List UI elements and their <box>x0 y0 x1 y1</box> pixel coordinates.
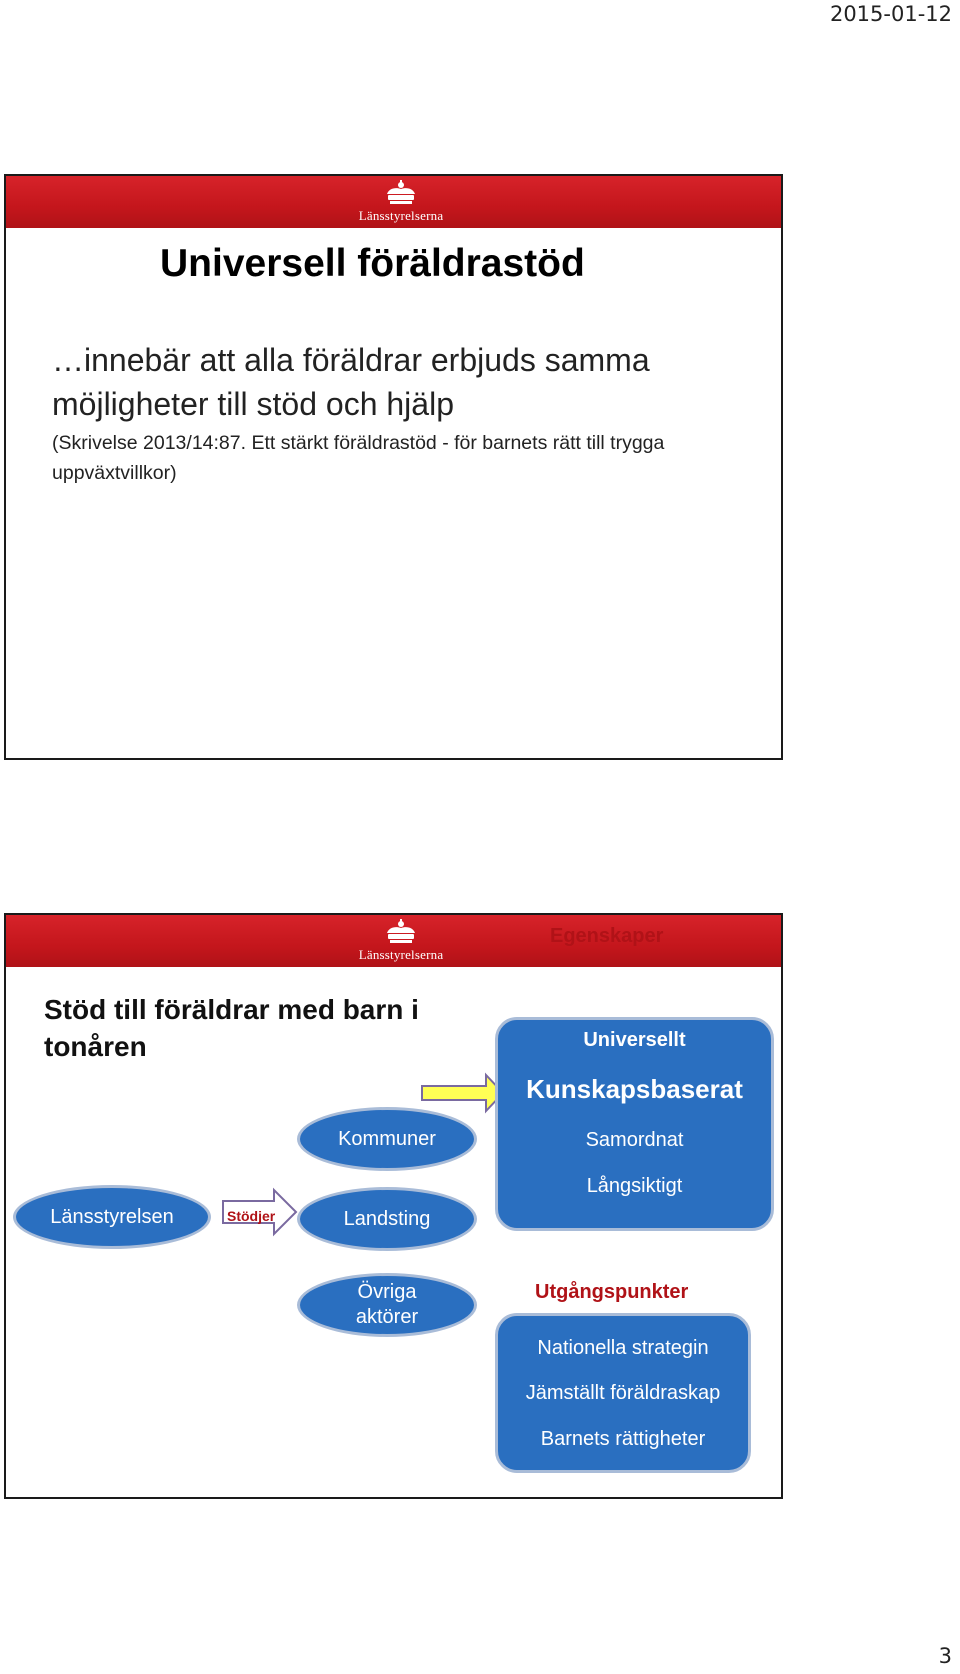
ellipse-landsting <box>297 1187 477 1251</box>
lansstyrelserna-logo <box>356 180 446 226</box>
ellipse-label: aktörer <box>355 1306 419 1328</box>
body-line: möjligheter till stöd och hjälp <box>52 386 454 422</box>
slide-body <box>52 338 650 426</box>
body-line: …innebär att alla föräldrar erbjuds samma <box>52 342 650 378</box>
ellipse-label: Länsstyrelsen <box>50 1205 174 1228</box>
citation-line: (Skrivelse 2013/14:87. Ett stärkt föräldrastöd - för barnets rätt till trygga <box>52 432 665 454</box>
ellipse-lansstyrelsen <box>13 1185 211 1249</box>
citation-line: uppväxtvillkor) <box>52 462 177 484</box>
utgangspunkter-item: Jämställt föräldraskap <box>525 1382 721 1404</box>
logo-text: Länsstyrelserna <box>358 947 444 962</box>
slide-citation <box>52 428 752 488</box>
ellipse-label: Övriga <box>357 1281 417 1303</box>
title-line: Stöd till föräldrar med barn i <box>44 994 419 1025</box>
ellipse-label: Kommuner <box>338 1127 436 1150</box>
yellow-arrow-icon <box>422 1075 503 1111</box>
egenskaper-item: Långsiktigt <box>586 1175 683 1197</box>
egenskaper-item: Kunskapsbaserat <box>526 1074 743 1104</box>
stodjer-label: Stödjer <box>227 1208 276 1224</box>
slide-title: Universell föräldrastöd <box>160 242 585 285</box>
slide-stod-till-foraldrar <box>4 913 783 1499</box>
egenskaper-item: Universellt <box>583 1029 686 1051</box>
ellipse-kommuner <box>297 1107 477 1171</box>
egenskaper-heading: Egenskaper <box>550 925 664 947</box>
crown-icon <box>356 180 446 210</box>
egenskaper-box <box>495 1017 774 1231</box>
utgangspunkter-box <box>495 1313 751 1473</box>
ellipse-label: Landsting <box>343 1207 431 1230</box>
logo-text: Länsstyrelserna <box>358 208 444 223</box>
slide-universell-foraldrastod <box>4 174 783 760</box>
page-number: 3 <box>938 1644 952 1668</box>
utgangspunkter-item: Barnets rättigheter <box>540 1428 706 1450</box>
utgangspunkter-item: Nationella strategin <box>537 1337 709 1359</box>
title-line: tonåren <box>44 1031 147 1062</box>
ellipse-ovriga-aktorer <box>297 1273 477 1337</box>
page-date: 2015-01-12 <box>829 2 952 26</box>
utgangspunkter-heading: Utgångspunkter <box>535 1281 689 1303</box>
header-banner <box>6 176 781 228</box>
egenskaper-item: Samordnat <box>585 1129 684 1151</box>
